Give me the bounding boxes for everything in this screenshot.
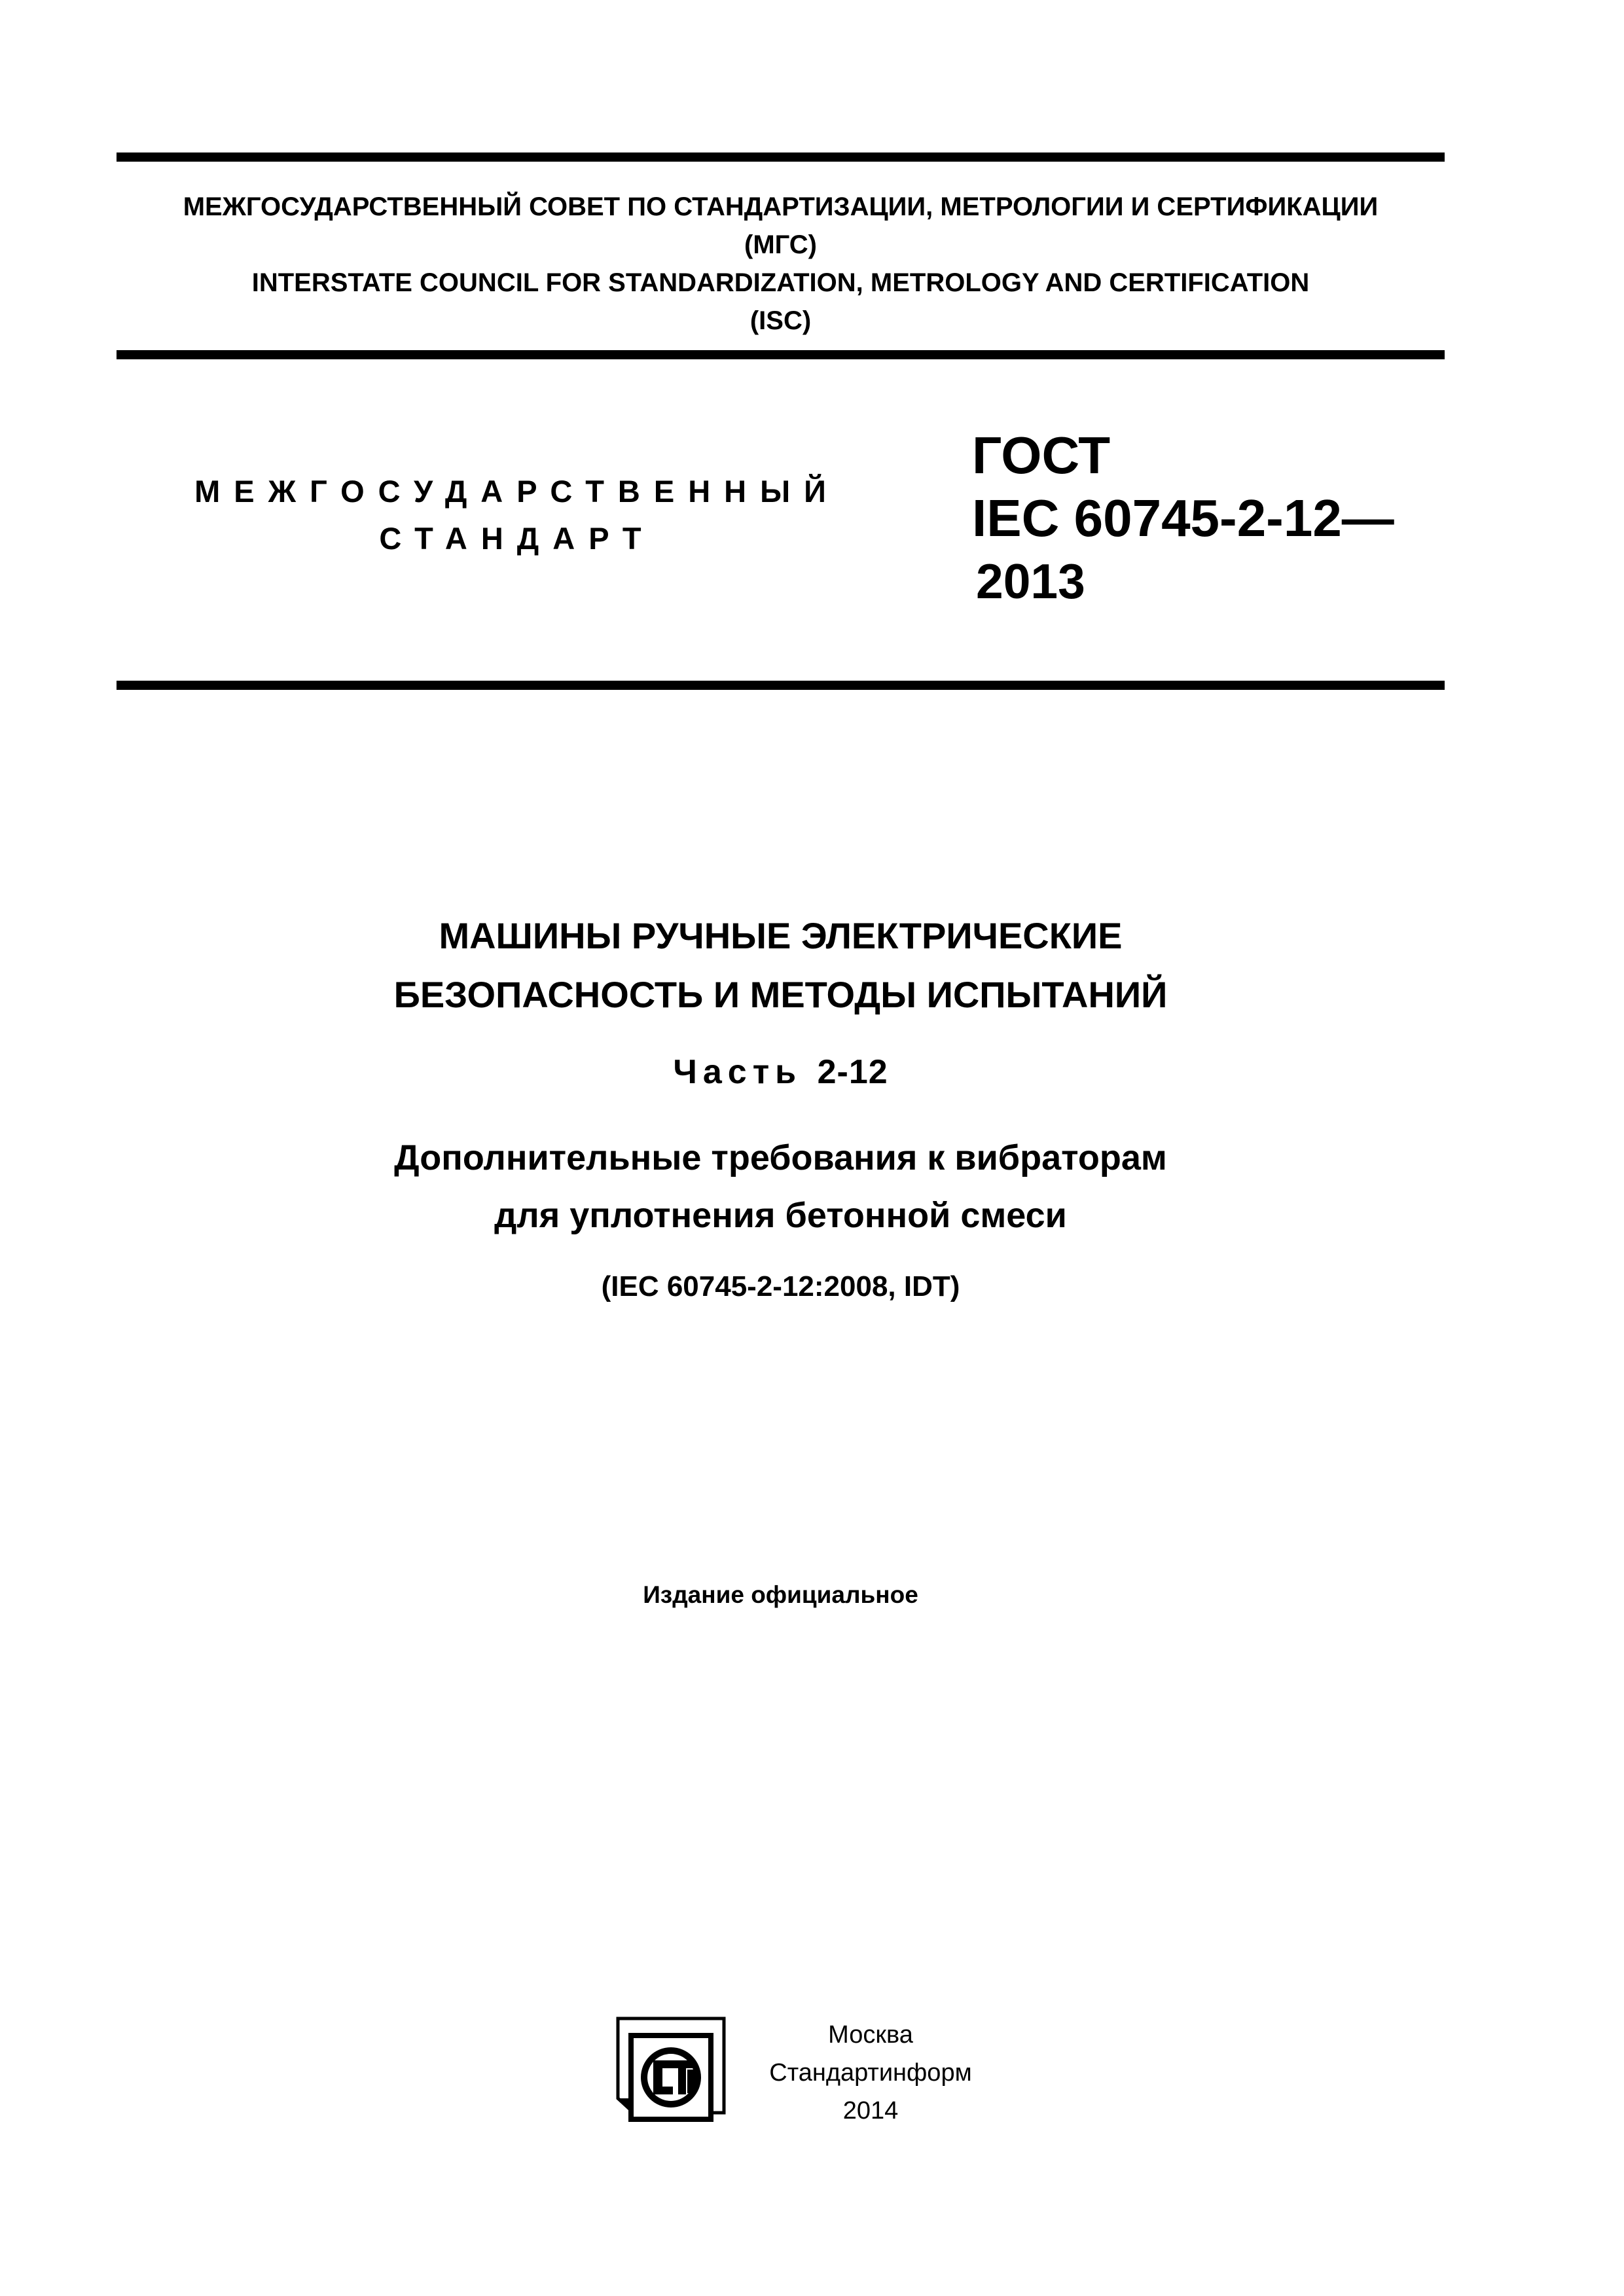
council-name-en: INTERSTATE COUNCIL FOR STANDARDIZATION, METROLOGY AND CERTIFICATION	[251, 268, 1310, 297]
publisher-city: Москва	[828, 2021, 913, 2049]
standard-type-line2: СТАНДАРТ	[379, 521, 655, 556]
subtitle	[117, 1129, 1445, 1244]
part-word: Часть	[673, 1053, 803, 1091]
subtitle-line2: для уплотнения бетонной смеси	[494, 1196, 1067, 1235]
publisher-name: Стандартинформ	[769, 2059, 972, 2087]
publisher-block	[720, 2016, 1021, 2130]
council-name-ru: МЕЖГОСУДАРСТВЕННЫЙ СОВЕТ ПО СТАНДАРТИЗАЦИИ, МЕТРОЛОГИИ И СЕРТИФИКАЦИИ	[183, 192, 1379, 221]
council-abbr-ru: (МГС)	[744, 230, 817, 259]
standard-type-line1: МЕЖГОСУДАРСТВЕННЫЙ	[194, 474, 840, 509]
iec-reference: (IEC 60745-2-12:2008, IDT)	[601, 1270, 960, 1302]
standartinform-logo-icon	[615, 2015, 727, 2125]
title-line1: МАШИНЫ РУЧНЫЕ ЭЛЕКТРИЧЕСКИЕ	[439, 915, 1123, 956]
part-label	[117, 1049, 1445, 1095]
council-header	[117, 188, 1445, 340]
standard-type	[190, 468, 844, 562]
edition-note: Издание официальное	[643, 1581, 918, 1608]
council-abbr-en: (ISC)	[749, 306, 812, 335]
title-line2: БЕЗОПАСНОСТЬ И МЕТОДЫ ИСПЫТАНИЙ	[393, 974, 1168, 1015]
bottom-rule	[117, 681, 1445, 690]
designation-year: 2013	[976, 554, 1085, 609]
title-block	[117, 906, 1445, 1306]
standard-designation	[972, 424, 1394, 613]
part-number: 2-12	[817, 1053, 888, 1091]
subtitle-line1: Дополнительные требования к вибраторам	[394, 1138, 1167, 1177]
publisher-year: 2014	[842, 2097, 899, 2125]
gost-label: ГОСТ	[972, 426, 1111, 484]
middle-rule	[117, 350, 1445, 359]
designation-number: IEC 60745-2-12—	[972, 489, 1394, 547]
top-rule	[117, 152, 1445, 162]
